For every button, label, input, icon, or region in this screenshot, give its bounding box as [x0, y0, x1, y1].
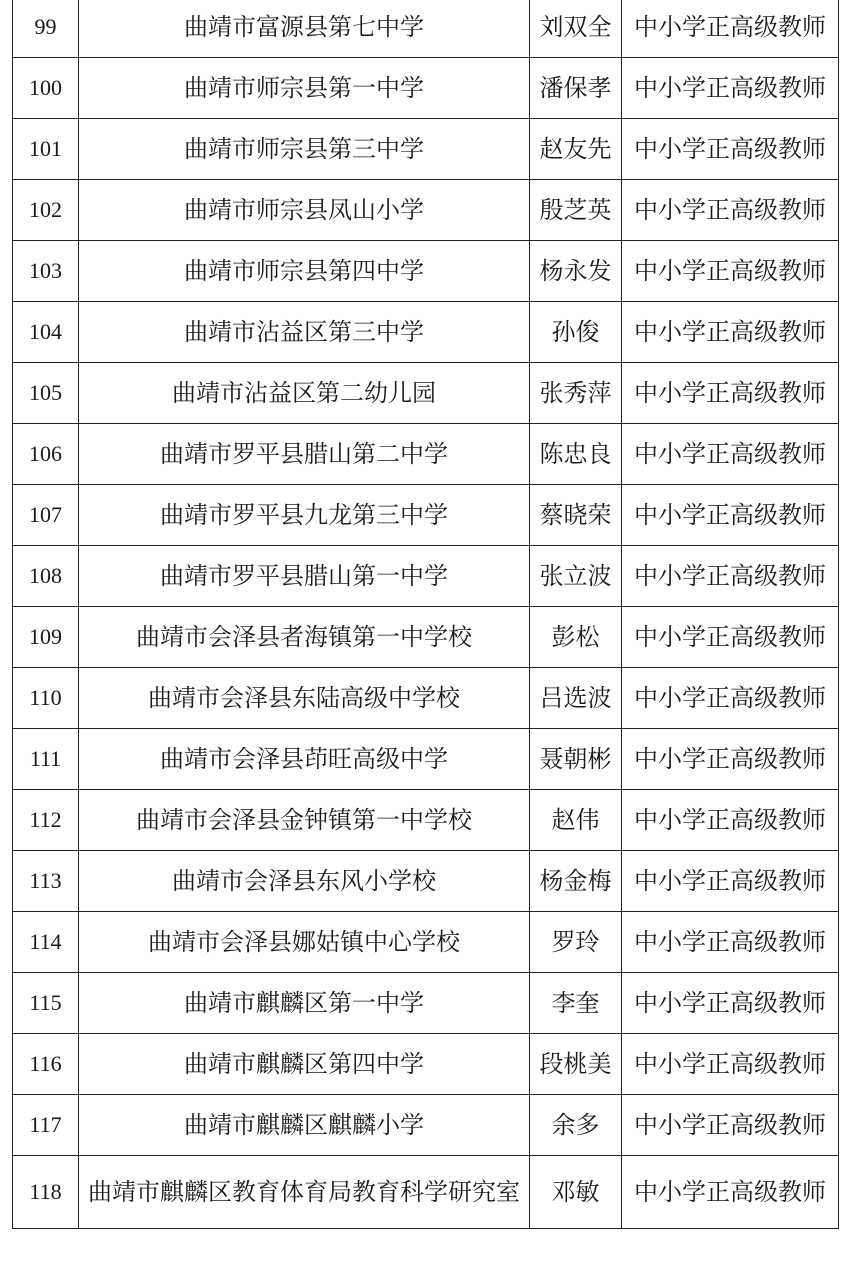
- professional-title: 中小学正高级教师: [622, 58, 839, 119]
- teacher-name: 杨金梅: [530, 851, 622, 912]
- professional-title: 中小学正高级教师: [622, 0, 839, 58]
- table-row: [13, 485, 839, 546]
- teacher-name: 彭松: [530, 607, 622, 668]
- school-name: 曲靖市麒麟区第一中学: [79, 973, 530, 1034]
- row-number: 105: [13, 363, 79, 424]
- teacher-name: 吕选波: [530, 668, 622, 729]
- table-row: [13, 180, 839, 241]
- row-number: 110: [13, 668, 79, 729]
- teacher-name: 蔡晓荣: [530, 485, 622, 546]
- table-row: [13, 363, 839, 424]
- row-number: 117: [13, 1095, 79, 1156]
- teacher-name: 段桃美: [530, 1034, 622, 1095]
- school-name: 曲靖市会泽县者海镇第一中学校: [79, 607, 530, 668]
- professional-title: 中小学正高级教师: [622, 973, 839, 1034]
- teacher-list-table: [12, 0, 839, 1229]
- professional-title: 中小学正高级教师: [622, 241, 839, 302]
- table-row: [13, 668, 839, 729]
- school-name: 曲靖市富源县第七中学: [79, 0, 530, 58]
- professional-title: 中小学正高级教师: [622, 302, 839, 363]
- table-row: [13, 1156, 839, 1229]
- row-number: 118: [13, 1156, 79, 1229]
- table-row: [13, 58, 839, 119]
- row-number: 108: [13, 546, 79, 607]
- teacher-name: 张秀萍: [530, 363, 622, 424]
- row-number: 106: [13, 424, 79, 485]
- row-number: 113: [13, 851, 79, 912]
- professional-title: 中小学正高级教师: [622, 607, 839, 668]
- teacher-name: 赵友先: [530, 119, 622, 180]
- table-row: [13, 546, 839, 607]
- teacher-name: 陈忠良: [530, 424, 622, 485]
- professional-title: 中小学正高级教师: [622, 424, 839, 485]
- teacher-name: 潘保孝: [530, 58, 622, 119]
- row-number: 101: [13, 119, 79, 180]
- school-name: 曲靖市沾益区第二幼儿园: [79, 363, 530, 424]
- professional-title: 中小学正高级教师: [622, 1034, 839, 1095]
- table-row: [13, 119, 839, 180]
- professional-title: 中小学正高级教师: [622, 1095, 839, 1156]
- school-name: 曲靖市沾益区第三中学: [79, 302, 530, 363]
- row-number: 104: [13, 302, 79, 363]
- teacher-name: 殷芝英: [530, 180, 622, 241]
- school-name: 曲靖市会泽县东风小学校: [79, 851, 530, 912]
- professional-title: 中小学正高级教师: [622, 1156, 839, 1229]
- professional-title: 中小学正高级教师: [622, 485, 839, 546]
- row-number: 99: [13, 0, 79, 58]
- professional-title: 中小学正高级教师: [622, 729, 839, 790]
- school-name: 曲靖市罗平县腊山第二中学: [79, 424, 530, 485]
- school-name: 曲靖市师宗县第四中学: [79, 241, 530, 302]
- row-number: 115: [13, 973, 79, 1034]
- table-row: [13, 424, 839, 485]
- table-row: [13, 1034, 839, 1095]
- teacher-list-table-container: [12, 0, 838, 1229]
- professional-title: 中小学正高级教师: [622, 180, 839, 241]
- table-row: [13, 851, 839, 912]
- school-name: 曲靖市师宗县凤山小学: [79, 180, 530, 241]
- table-row: [13, 607, 839, 668]
- school-name: 曲靖市会泽县东陆高级中学校: [79, 668, 530, 729]
- teacher-name: 刘双全: [530, 0, 622, 58]
- table-row: [13, 912, 839, 973]
- row-number: 116: [13, 1034, 79, 1095]
- teacher-name: 杨永发: [530, 241, 622, 302]
- table-row: [13, 241, 839, 302]
- table-row: [13, 973, 839, 1034]
- school-name: 曲靖市麒麟区麒麟小学: [79, 1095, 530, 1156]
- professional-title: 中小学正高级教师: [622, 790, 839, 851]
- school-name: 曲靖市罗平县九龙第三中学: [79, 485, 530, 546]
- school-name: 曲靖市会泽县娜姑镇中心学校: [79, 912, 530, 973]
- teacher-name: 余多: [530, 1095, 622, 1156]
- table-row: [13, 302, 839, 363]
- row-number: 112: [13, 790, 79, 851]
- table-row: [13, 0, 839, 58]
- school-name: 曲靖市罗平县腊山第一中学: [79, 546, 530, 607]
- school-name: 曲靖市麒麟区第四中学: [79, 1034, 530, 1095]
- teacher-name: 张立波: [530, 546, 622, 607]
- row-number: 107: [13, 485, 79, 546]
- professional-title: 中小学正高级教师: [622, 546, 839, 607]
- school-name: 曲靖市师宗县第一中学: [79, 58, 530, 119]
- professional-title: 中小学正高级教师: [622, 851, 839, 912]
- row-number: 109: [13, 607, 79, 668]
- teacher-name: 李奎: [530, 973, 622, 1034]
- school-name: 曲靖市会泽县茚旺高级中学: [79, 729, 530, 790]
- teacher-name: 聂朝彬: [530, 729, 622, 790]
- teacher-name: 罗玲: [530, 912, 622, 973]
- table-row: [13, 790, 839, 851]
- school-name: 曲靖市师宗县第三中学: [79, 119, 530, 180]
- professional-title: 中小学正高级教师: [622, 363, 839, 424]
- school-name: 曲靖市会泽县金钟镇第一中学校: [79, 790, 530, 851]
- school-name: 曲靖市麒麟区教育体育局教育科学研究室: [79, 1156, 530, 1229]
- row-number: 100: [13, 58, 79, 119]
- professional-title: 中小学正高级教师: [622, 119, 839, 180]
- teacher-name: 邓敏: [530, 1156, 622, 1229]
- row-number: 102: [13, 180, 79, 241]
- professional-title: 中小学正高级教师: [622, 912, 839, 973]
- table-row: [13, 1095, 839, 1156]
- teacher-name: 赵伟: [530, 790, 622, 851]
- table-row: [13, 729, 839, 790]
- row-number: 103: [13, 241, 79, 302]
- teacher-name: 孙俊: [530, 302, 622, 363]
- row-number: 114: [13, 912, 79, 973]
- professional-title: 中小学正高级教师: [622, 668, 839, 729]
- row-number: 111: [13, 729, 79, 790]
